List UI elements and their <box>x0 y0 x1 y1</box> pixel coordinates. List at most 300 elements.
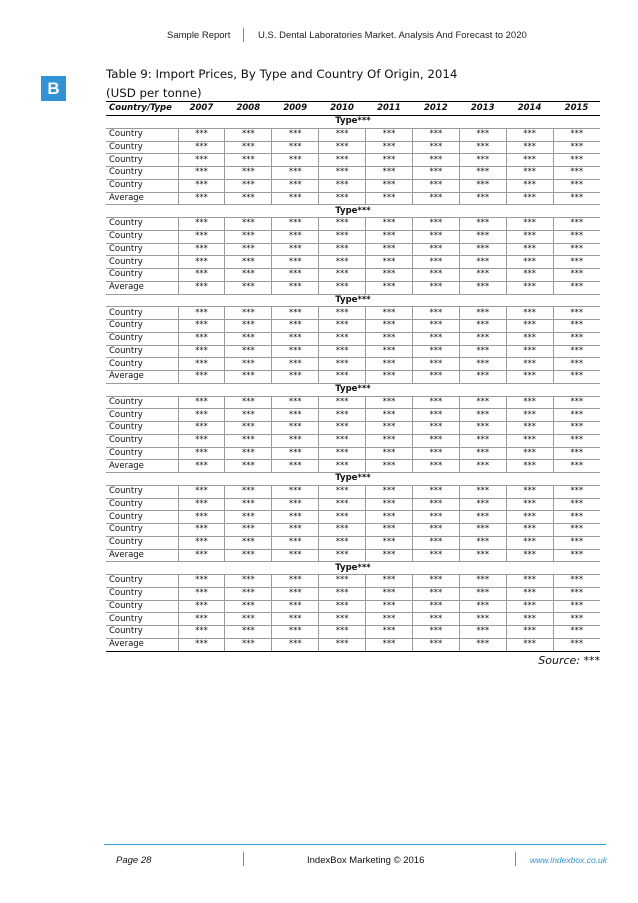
table-cell: *** <box>506 575 553 588</box>
table-cell: *** <box>319 230 366 243</box>
table-cell: *** <box>178 269 225 282</box>
table-cell: *** <box>506 167 553 180</box>
table-cell: *** <box>366 447 413 460</box>
table-cell: *** <box>459 281 506 294</box>
table-row <box>106 358 600 371</box>
table-row <box>106 409 600 422</box>
type-group-row <box>106 205 600 218</box>
table-cell: *** <box>225 498 272 511</box>
table-cell: *** <box>178 332 225 345</box>
table-cell: *** <box>506 396 553 409</box>
column-header-country-type: Country/Type <box>106 102 178 116</box>
table-cell: *** <box>412 511 459 524</box>
table-cell: *** <box>506 613 553 626</box>
table-cell: *** <box>319 192 366 205</box>
table-cell: *** <box>553 320 600 333</box>
row-label: Country <box>106 587 178 600</box>
column-header-year: 2011 <box>366 102 413 116</box>
table-cell: *** <box>178 524 225 537</box>
table-cell: *** <box>506 485 553 498</box>
table-cell: *** <box>272 600 319 613</box>
table-row <box>106 524 600 537</box>
page-footer <box>0 844 638 874</box>
table-cell: *** <box>225 307 272 320</box>
type-group-label: Type*** <box>106 205 600 218</box>
table-cell: *** <box>178 460 225 473</box>
table-cell: *** <box>272 281 319 294</box>
table-cell: *** <box>319 307 366 320</box>
table-cell: *** <box>272 524 319 537</box>
table-cell: *** <box>459 269 506 282</box>
table-cell: *** <box>366 371 413 384</box>
table-cell: *** <box>178 179 225 192</box>
table-cell: *** <box>225 536 272 549</box>
table-row <box>106 485 600 498</box>
table-header-row <box>106 102 600 116</box>
table-cell: *** <box>319 358 366 371</box>
table-row <box>106 434 600 447</box>
table-cell: *** <box>459 587 506 600</box>
table-cell: *** <box>553 600 600 613</box>
table-cell: *** <box>366 154 413 167</box>
table-cell: *** <box>553 167 600 180</box>
table-cell: *** <box>366 434 413 447</box>
table-cell: *** <box>178 434 225 447</box>
table-cell: *** <box>319 447 366 460</box>
table-cell: *** <box>225 485 272 498</box>
table-cell: *** <box>553 434 600 447</box>
footer-divider-line <box>104 844 606 845</box>
table-cell: *** <box>553 549 600 562</box>
table-cell: *** <box>366 281 413 294</box>
table-row <box>106 371 600 384</box>
table-cell: *** <box>459 511 506 524</box>
table-cell: *** <box>319 434 366 447</box>
table-cell: *** <box>412 460 459 473</box>
row-label: Country <box>106 485 178 498</box>
row-label: Country <box>106 269 178 282</box>
table-cell: *** <box>319 167 366 180</box>
table-cell: *** <box>412 613 459 626</box>
table-cell: *** <box>319 409 366 422</box>
table-cell: *** <box>412 128 459 141</box>
table-cell: *** <box>178 307 225 320</box>
table-cell: *** <box>506 320 553 333</box>
table-cell: *** <box>319 371 366 384</box>
table-cell: *** <box>178 587 225 600</box>
table-cell: *** <box>459 460 506 473</box>
table-cell: *** <box>225 243 272 256</box>
table-cell: *** <box>272 371 319 384</box>
table-cell: *** <box>366 396 413 409</box>
table-cell: *** <box>272 626 319 639</box>
table-row <box>106 218 600 231</box>
table-cell: *** <box>459 256 506 269</box>
table-cell: *** <box>553 409 600 422</box>
row-label: Average <box>106 638 178 651</box>
table-cell: *** <box>412 230 459 243</box>
table-row <box>106 154 600 167</box>
column-header-year: 2015 <box>553 102 600 116</box>
table-cell: *** <box>272 179 319 192</box>
type-group-label: Type*** <box>106 562 600 575</box>
table-cell: *** <box>459 626 506 639</box>
table-cell: *** <box>319 536 366 549</box>
table-row <box>106 587 600 600</box>
table-cell: *** <box>319 281 366 294</box>
table-cell: *** <box>366 498 413 511</box>
table-cell: *** <box>366 358 413 371</box>
table-cell: *** <box>366 307 413 320</box>
table-cell: *** <box>366 320 413 333</box>
table-row <box>106 613 600 626</box>
table-cell: *** <box>412 575 459 588</box>
table-cell: *** <box>459 422 506 435</box>
table-cell: *** <box>178 167 225 180</box>
table-cell: *** <box>506 128 553 141</box>
table-cell: *** <box>553 371 600 384</box>
table-cell: *** <box>506 626 553 639</box>
table-cell: *** <box>319 332 366 345</box>
table-cell: *** <box>366 218 413 231</box>
table-row <box>106 230 600 243</box>
table-cell: *** <box>319 485 366 498</box>
table-cell: *** <box>366 626 413 639</box>
header-report-label: Sample Report <box>167 30 231 41</box>
table-cell: *** <box>506 498 553 511</box>
table-cell: *** <box>412 447 459 460</box>
table-cell: *** <box>553 256 600 269</box>
table-cell: *** <box>272 307 319 320</box>
table-cell: *** <box>225 218 272 231</box>
table-row <box>106 256 600 269</box>
table-cell: *** <box>459 549 506 562</box>
type-group-row <box>106 562 600 575</box>
table-cell: *** <box>319 587 366 600</box>
table-cell: *** <box>412 281 459 294</box>
table-cell: *** <box>366 230 413 243</box>
row-label: Country <box>106 154 178 167</box>
row-label: Country <box>106 524 178 537</box>
table-cell: *** <box>459 485 506 498</box>
footer-divider <box>515 852 516 866</box>
footer-copyright: IndexBox Marketing © 2016 <box>307 855 425 866</box>
table-cell: *** <box>553 485 600 498</box>
table-cell: *** <box>412 524 459 537</box>
table-cell: *** <box>319 320 366 333</box>
table-cell: *** <box>178 422 225 435</box>
table-cell: *** <box>553 307 600 320</box>
table-cell: *** <box>506 371 553 384</box>
table-cell: *** <box>225 587 272 600</box>
table-cell: *** <box>412 345 459 358</box>
table-cell: *** <box>319 269 366 282</box>
footer-website-link[interactable]: www.indexbox.co.uk <box>530 855 608 865</box>
table-cell: *** <box>553 396 600 409</box>
table-cell: *** <box>553 536 600 549</box>
table-cell: *** <box>272 422 319 435</box>
row-label: Country <box>106 613 178 626</box>
table-cell: *** <box>553 345 600 358</box>
table-cell: *** <box>178 409 225 422</box>
table-cell: *** <box>225 371 272 384</box>
table-cell: *** <box>553 179 600 192</box>
table-cell: *** <box>225 638 272 651</box>
table-cell: *** <box>412 409 459 422</box>
table-cell: *** <box>553 422 600 435</box>
table-cell: *** <box>553 638 600 651</box>
table-cell: *** <box>178 218 225 231</box>
type-group-label: Type*** <box>106 116 600 129</box>
type-group-label: Type*** <box>106 294 600 307</box>
table-cell: *** <box>412 154 459 167</box>
table-cell: *** <box>553 498 600 511</box>
table-cell: *** <box>553 218 600 231</box>
table-row <box>106 460 600 473</box>
table-cell: *** <box>178 320 225 333</box>
table-cell: *** <box>366 485 413 498</box>
table-cell: *** <box>178 128 225 141</box>
table-cell: *** <box>553 269 600 282</box>
table-cell: *** <box>459 396 506 409</box>
column-header-year: 2008 <box>225 102 272 116</box>
table-cell: *** <box>272 128 319 141</box>
table-cell: *** <box>412 600 459 613</box>
table-cell: *** <box>459 167 506 180</box>
table-cell: *** <box>459 358 506 371</box>
table-cell: *** <box>272 638 319 651</box>
table-cell: *** <box>178 396 225 409</box>
table-cell: *** <box>366 587 413 600</box>
header-report-title: U.S. Dental Laboratories Market. Analysis And Forecast to 2020 <box>258 30 527 41</box>
table-cell: *** <box>459 128 506 141</box>
table-cell: *** <box>506 358 553 371</box>
table-cell: *** <box>412 549 459 562</box>
table-row <box>106 281 600 294</box>
row-label: Country <box>106 243 178 256</box>
table-cell: *** <box>553 447 600 460</box>
table-cell: *** <box>366 422 413 435</box>
table-cell: *** <box>272 154 319 167</box>
table-cell: *** <box>178 371 225 384</box>
table-cell: *** <box>553 511 600 524</box>
table-cell: *** <box>412 332 459 345</box>
table-row <box>106 396 600 409</box>
row-label: Country <box>106 307 178 320</box>
table-cell: *** <box>272 613 319 626</box>
table-cell: *** <box>319 626 366 639</box>
table-cell: *** <box>225 549 272 562</box>
table-cell: *** <box>412 269 459 282</box>
table-row <box>106 192 600 205</box>
table-row <box>106 536 600 549</box>
table-cell: *** <box>225 575 272 588</box>
table-cell: *** <box>178 600 225 613</box>
table-cell: *** <box>366 269 413 282</box>
table-cell: *** <box>366 256 413 269</box>
table-cell: *** <box>412 243 459 256</box>
table-cell: *** <box>553 575 600 588</box>
import-prices-table <box>106 101 600 652</box>
table-cell: *** <box>225 345 272 358</box>
table-cell: *** <box>272 511 319 524</box>
row-label: Country <box>106 332 178 345</box>
table-cell: *** <box>553 524 600 537</box>
table-row <box>106 549 600 562</box>
table-cell: *** <box>459 230 506 243</box>
table-cell: *** <box>366 345 413 358</box>
table-cell: *** <box>459 613 506 626</box>
table-cell: *** <box>553 613 600 626</box>
table-row <box>106 320 600 333</box>
table-cell: *** <box>553 332 600 345</box>
table-cell: *** <box>178 638 225 651</box>
row-label: Country <box>106 498 178 511</box>
table-cell: *** <box>459 192 506 205</box>
table-cell: *** <box>366 179 413 192</box>
table-cell: *** <box>225 511 272 524</box>
table-cell: *** <box>459 345 506 358</box>
table-cell: *** <box>412 358 459 371</box>
row-label: Country <box>106 575 178 588</box>
table-row <box>106 447 600 460</box>
table-cell: *** <box>319 141 366 154</box>
table-cell: *** <box>366 243 413 256</box>
row-label: Average <box>106 281 178 294</box>
table-cell: *** <box>366 128 413 141</box>
table-cell: *** <box>366 536 413 549</box>
table-cell: *** <box>319 600 366 613</box>
table-cell: *** <box>225 613 272 626</box>
row-label: Country <box>106 600 178 613</box>
table-cell: *** <box>272 396 319 409</box>
table-cell: *** <box>506 434 553 447</box>
table-cell: *** <box>178 256 225 269</box>
table-cell: *** <box>319 613 366 626</box>
table-cell: *** <box>412 587 459 600</box>
table-cell: *** <box>412 307 459 320</box>
table-cell: *** <box>272 434 319 447</box>
table-cell: *** <box>553 358 600 371</box>
table-cell: *** <box>225 358 272 371</box>
column-header-year: 2013 <box>459 102 506 116</box>
table-cell: *** <box>506 281 553 294</box>
table-row <box>106 141 600 154</box>
row-label: Country <box>106 536 178 549</box>
table-cell: *** <box>272 230 319 243</box>
table-cell: *** <box>225 179 272 192</box>
table-cell: *** <box>506 511 553 524</box>
table-cell: *** <box>225 141 272 154</box>
footer-divider <box>243 852 244 866</box>
table-cell: *** <box>459 524 506 537</box>
table-cell: *** <box>506 422 553 435</box>
table-cell: *** <box>366 192 413 205</box>
table-cell: *** <box>412 434 459 447</box>
table-cell: *** <box>178 575 225 588</box>
row-label: Country <box>106 345 178 358</box>
table-row <box>106 179 600 192</box>
table-cell: *** <box>319 396 366 409</box>
type-group-row <box>106 383 600 396</box>
table-cell: *** <box>506 549 553 562</box>
table-cell: *** <box>225 447 272 460</box>
table-row <box>106 638 600 651</box>
table-cell: *** <box>506 345 553 358</box>
table-cell: *** <box>319 422 366 435</box>
table-cell: *** <box>272 536 319 549</box>
table-cell: *** <box>178 154 225 167</box>
table-cell: *** <box>319 524 366 537</box>
column-header-year: 2007 <box>178 102 225 116</box>
table-row <box>106 345 600 358</box>
table-cell: *** <box>506 256 553 269</box>
row-label: Country <box>106 218 178 231</box>
header-divider <box>243 28 244 42</box>
table-cell: *** <box>412 536 459 549</box>
table-cell: *** <box>459 154 506 167</box>
table-cell: *** <box>506 179 553 192</box>
table-cell: *** <box>272 192 319 205</box>
table-cell: *** <box>506 192 553 205</box>
row-label: Country <box>106 511 178 524</box>
table-row <box>106 307 600 320</box>
row-label: Country <box>106 396 178 409</box>
table-cell: *** <box>459 243 506 256</box>
table-cell: *** <box>459 218 506 231</box>
table-cell: *** <box>225 626 272 639</box>
table-cell: *** <box>412 638 459 651</box>
table-cell: *** <box>412 498 459 511</box>
table-cell: *** <box>178 281 225 294</box>
type-group-row <box>106 294 600 307</box>
table-cell: *** <box>459 575 506 588</box>
table-cell: *** <box>506 447 553 460</box>
table-cell: *** <box>178 549 225 562</box>
table-cell: *** <box>178 345 225 358</box>
table-cell: *** <box>412 192 459 205</box>
table-row <box>106 422 600 435</box>
table-cell: *** <box>412 218 459 231</box>
table-cell: *** <box>506 230 553 243</box>
table-row <box>106 167 600 180</box>
table-cell: *** <box>178 536 225 549</box>
table-cell: *** <box>178 626 225 639</box>
row-label: Country <box>106 626 178 639</box>
table-cell: *** <box>459 332 506 345</box>
table-cell: *** <box>319 128 366 141</box>
table-cell: *** <box>225 281 272 294</box>
table-cell: *** <box>506 600 553 613</box>
table-cell: *** <box>366 460 413 473</box>
table-cell: *** <box>412 179 459 192</box>
table-cell: *** <box>272 498 319 511</box>
table-cell: *** <box>225 320 272 333</box>
table-row <box>106 243 600 256</box>
table-cell: *** <box>178 498 225 511</box>
table-cell: *** <box>178 447 225 460</box>
table-cell: *** <box>459 600 506 613</box>
row-label: Average <box>106 460 178 473</box>
table-cell: *** <box>272 409 319 422</box>
table-cell: *** <box>319 243 366 256</box>
table-cell: *** <box>553 587 600 600</box>
table-cell: *** <box>178 358 225 371</box>
table-row <box>106 269 600 282</box>
row-label: Country <box>106 422 178 435</box>
table-cell: *** <box>459 536 506 549</box>
table-cell: *** <box>553 281 600 294</box>
